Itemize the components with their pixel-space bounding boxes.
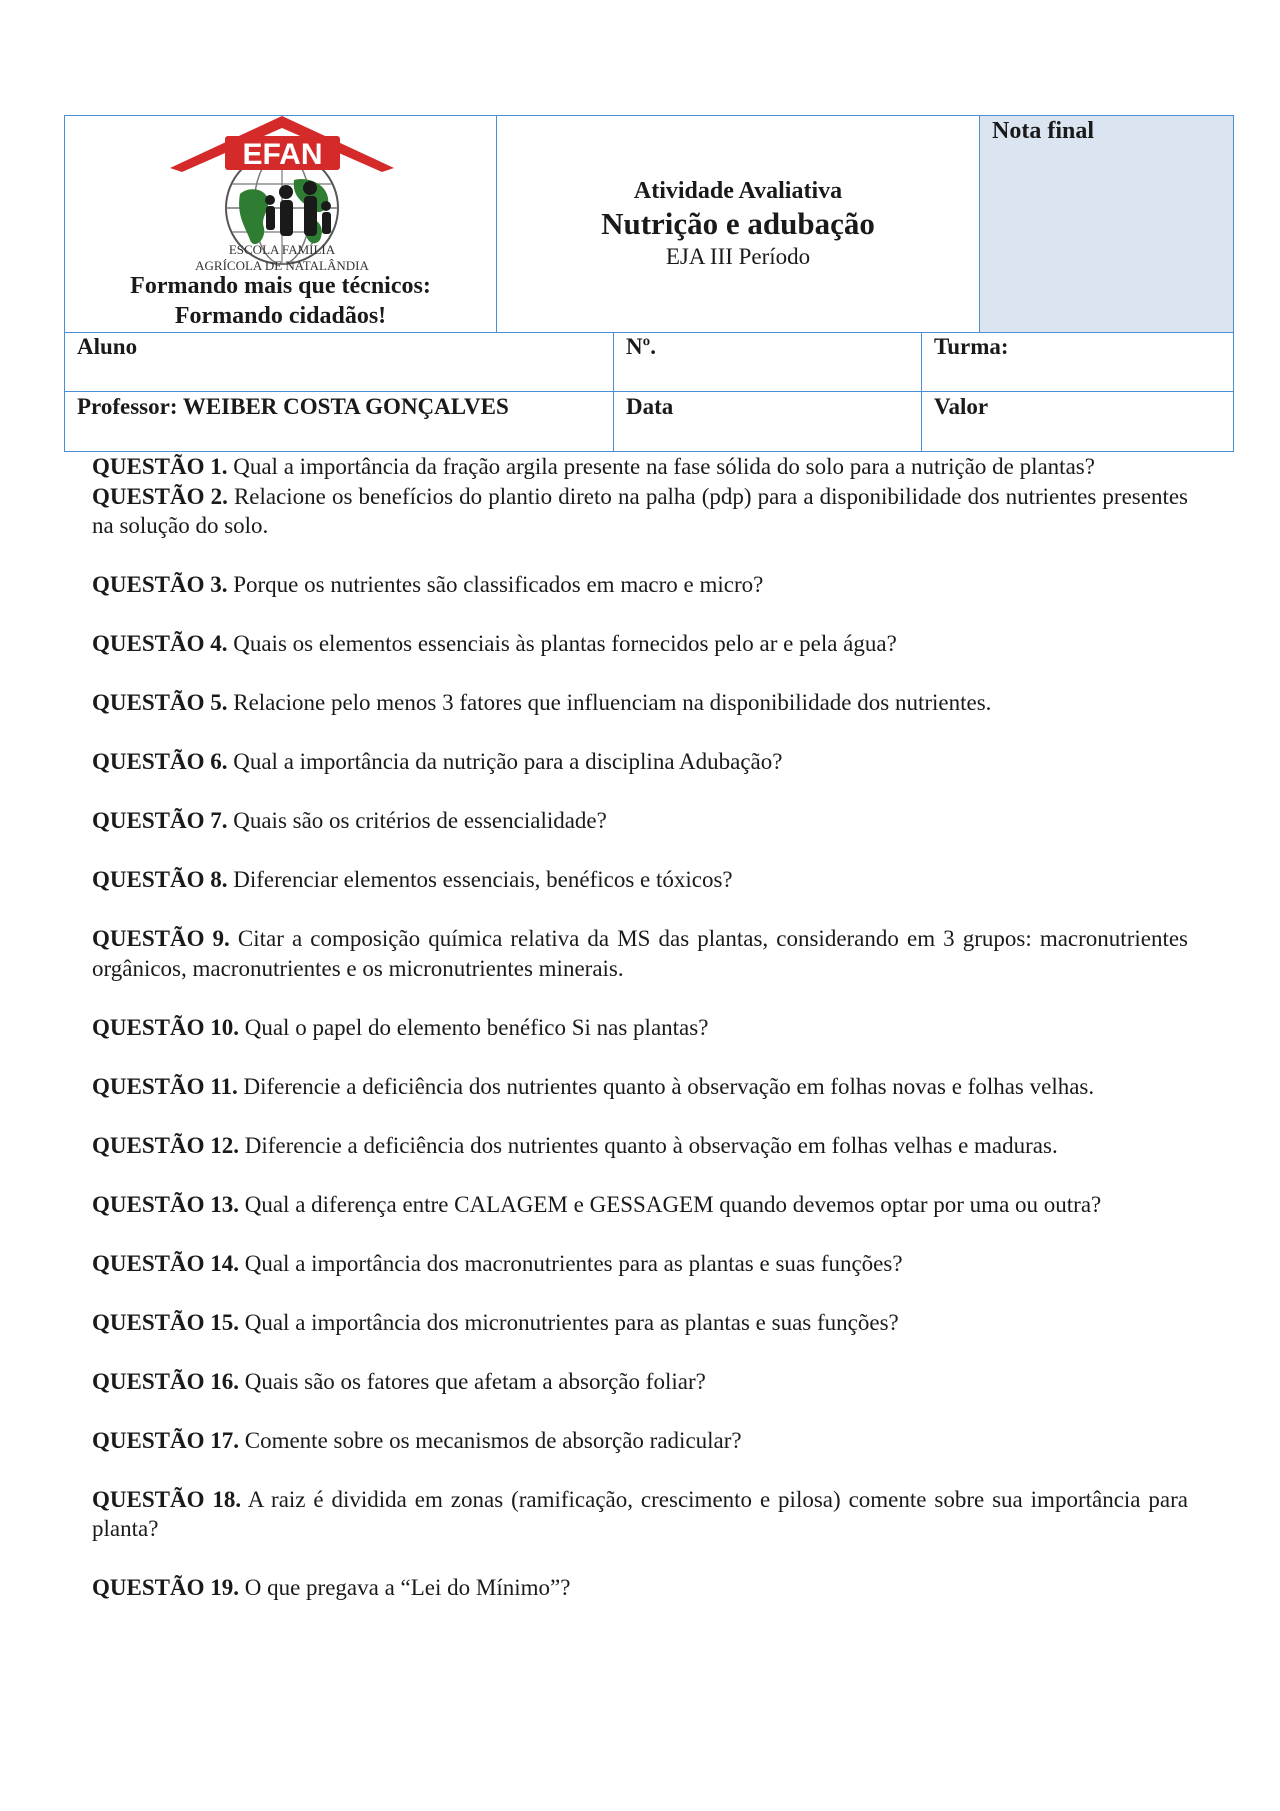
slogan-line-1: Formando mais que técnicos:: [130, 273, 431, 299]
logo-org-line1: ESCOLA FAMÍLIA: [228, 242, 336, 257]
question-14: [92, 1249, 1188, 1279]
question-10: [92, 1013, 1188, 1043]
info-row: [65, 392, 1233, 452]
question-15: [92, 1308, 1188, 1338]
question-label: QUESTÃO 12.: [92, 1132, 239, 1158]
question-text: Qual a importância dos micronutrientes para as plantas e suas funções?: [244, 1309, 899, 1335]
question-label: QUESTÃO 7.: [92, 808, 228, 833]
question-19: [92, 1573, 1188, 1603]
question-label: QUESTÃO 10.: [92, 1014, 239, 1040]
question-13: [92, 1190, 1188, 1220]
question-11: [92, 1072, 1188, 1102]
question-text: Porque os nutrientes são classificados em macro e micro?: [233, 572, 764, 597]
question-label: QUESTÃO 19.: [92, 1575, 239, 1600]
data-field[interactable]: Data: [613, 392, 921, 452]
question-label: QUESTÃO 11.: [92, 1073, 238, 1099]
turma-field[interactable]: Turma:: [921, 332, 1233, 391]
question-16: [92, 1367, 1188, 1397]
question-9: [92, 924, 1188, 983]
question-label: QUESTÃO 2.: [92, 483, 228, 509]
class-period: EJA III Período: [665, 244, 811, 269]
question-text: Quais são os fatores que afetam a absorção foliar?: [244, 1368, 706, 1394]
question-6: [92, 747, 1188, 777]
question-label: QUESTÃO 8.: [92, 867, 228, 892]
question-text: Qual a importância da nutrição para a disciplina Adubação?: [233, 749, 783, 774]
question-text: O que pregava a “Lei do Mínimo”?: [244, 1575, 571, 1600]
info-row: [65, 332, 1233, 392]
aluno-field[interactable]: Aluno: [77, 334, 138, 359]
school-logo: [170, 116, 395, 274]
question-label: QUESTÃO 16.: [92, 1368, 239, 1394]
question-18: [92, 1485, 1188, 1544]
nota-final-cell[interactable]: [979, 116, 1233, 332]
question-5: [92, 688, 1188, 718]
question-8: [92, 865, 1188, 895]
logo-org-line2: AGRÍCOLA DE NATALÂNDIA: [195, 258, 369, 273]
question-4: [92, 629, 1188, 659]
question-text: Quais os elementos essenciais às plantas fornecidos pelo ar e pela água?: [233, 631, 897, 656]
question-label: QUESTÃO 15.: [92, 1309, 239, 1335]
question-label: QUESTÃO 1.: [92, 454, 228, 479]
question-text: Quais são os critérios de essencialidade?: [233, 808, 607, 833]
nota-final-label: Nota final: [992, 118, 1094, 144]
question-label: QUESTÃO 13.: [92, 1191, 239, 1217]
question-text: Diferencie a deficiência dos nutrientes quanto à observação em folhas novas e folhas velhas.: [243, 1073, 1095, 1099]
question-12: [92, 1131, 1188, 1161]
valor-field[interactable]: Valor: [921, 392, 1233, 452]
activity-type: Atividade Avaliativa: [633, 178, 843, 204]
question-3: [92, 570, 1188, 600]
question-label: QUESTÃO 6.: [92, 749, 228, 774]
slogan-line-2: Formando cidadãos!: [174, 303, 387, 329]
question-label: QUESTÃO 4.: [92, 631, 228, 656]
question-label: QUESTÃO 9.: [92, 926, 230, 951]
numero-field[interactable]: Nº.: [613, 332, 921, 391]
question-text: Comente sobre os mecanismos de absorção radicular?: [244, 1427, 742, 1453]
header-table: [64, 115, 1234, 333]
question-text: Qual o papel do elemento benéfico Si nas plantas?: [244, 1014, 709, 1040]
question-7: [92, 806, 1188, 836]
question-text: Citar a composição química relativa da MS das plantas, considerando em 3 grupos: macronutrientes orgânicos, macronutrientes e os micronutrientes minerais.: [92, 926, 1188, 981]
question-text: A raiz é dividida em zonas (ramificação, crescimento e pilosa) comente sobre sua importância para planta?: [92, 1486, 1188, 1541]
subject-title: Nutrição e adubação: [601, 206, 875, 241]
title-cell: [497, 116, 979, 332]
question-2: [92, 482, 1188, 541]
professor-field: Professor: WEIBER COSTA GONÇALVES: [77, 394, 509, 419]
slogan: [65, 271, 496, 331]
logo-cell: [65, 116, 497, 332]
question-1: [92, 452, 1188, 482]
question-text: Relacione pelo menos 3 fatores que influenciam na disponibilidade dos nutrientes.: [233, 690, 992, 715]
question-text: Diferenciar elementos essenciais, benéficos e tóxicos?: [233, 867, 733, 892]
question-label: QUESTÃO 14.: [92, 1250, 239, 1276]
question-label: QUESTÃO 3.: [92, 572, 228, 597]
question-text: Diferencie a deficiência dos nutrientes quanto à observação em folhas velhas e maduras.: [244, 1132, 1058, 1158]
student-info-table: [64, 332, 1234, 452]
logo-wordmark: EFAN: [242, 138, 323, 171]
question-label: QUESTÃO 17.: [92, 1427, 239, 1453]
question-17: [92, 1426, 1188, 1456]
question-text: Qual a importância dos macronutrientes para as plantas e suas funções?: [244, 1250, 903, 1276]
question-text: Qual a diferença entre CALAGEM e GESSAGEM quando devemos optar por uma ou outra?: [244, 1191, 1102, 1217]
question-list: [92, 452, 1188, 1603]
question-label: QUESTÃO 5.: [92, 690, 228, 715]
question-label: QUESTÃO 18.: [92, 1486, 242, 1512]
question-text: Qual a importância da fração argila presente na fase sólida do solo para a nutrição de plantas?: [233, 454, 1095, 479]
question-text: Relacione os benefícios do plantio direto na palha (pdp) para a disponibilidade dos nutrientes presentes na solução do solo.: [92, 483, 1188, 538]
